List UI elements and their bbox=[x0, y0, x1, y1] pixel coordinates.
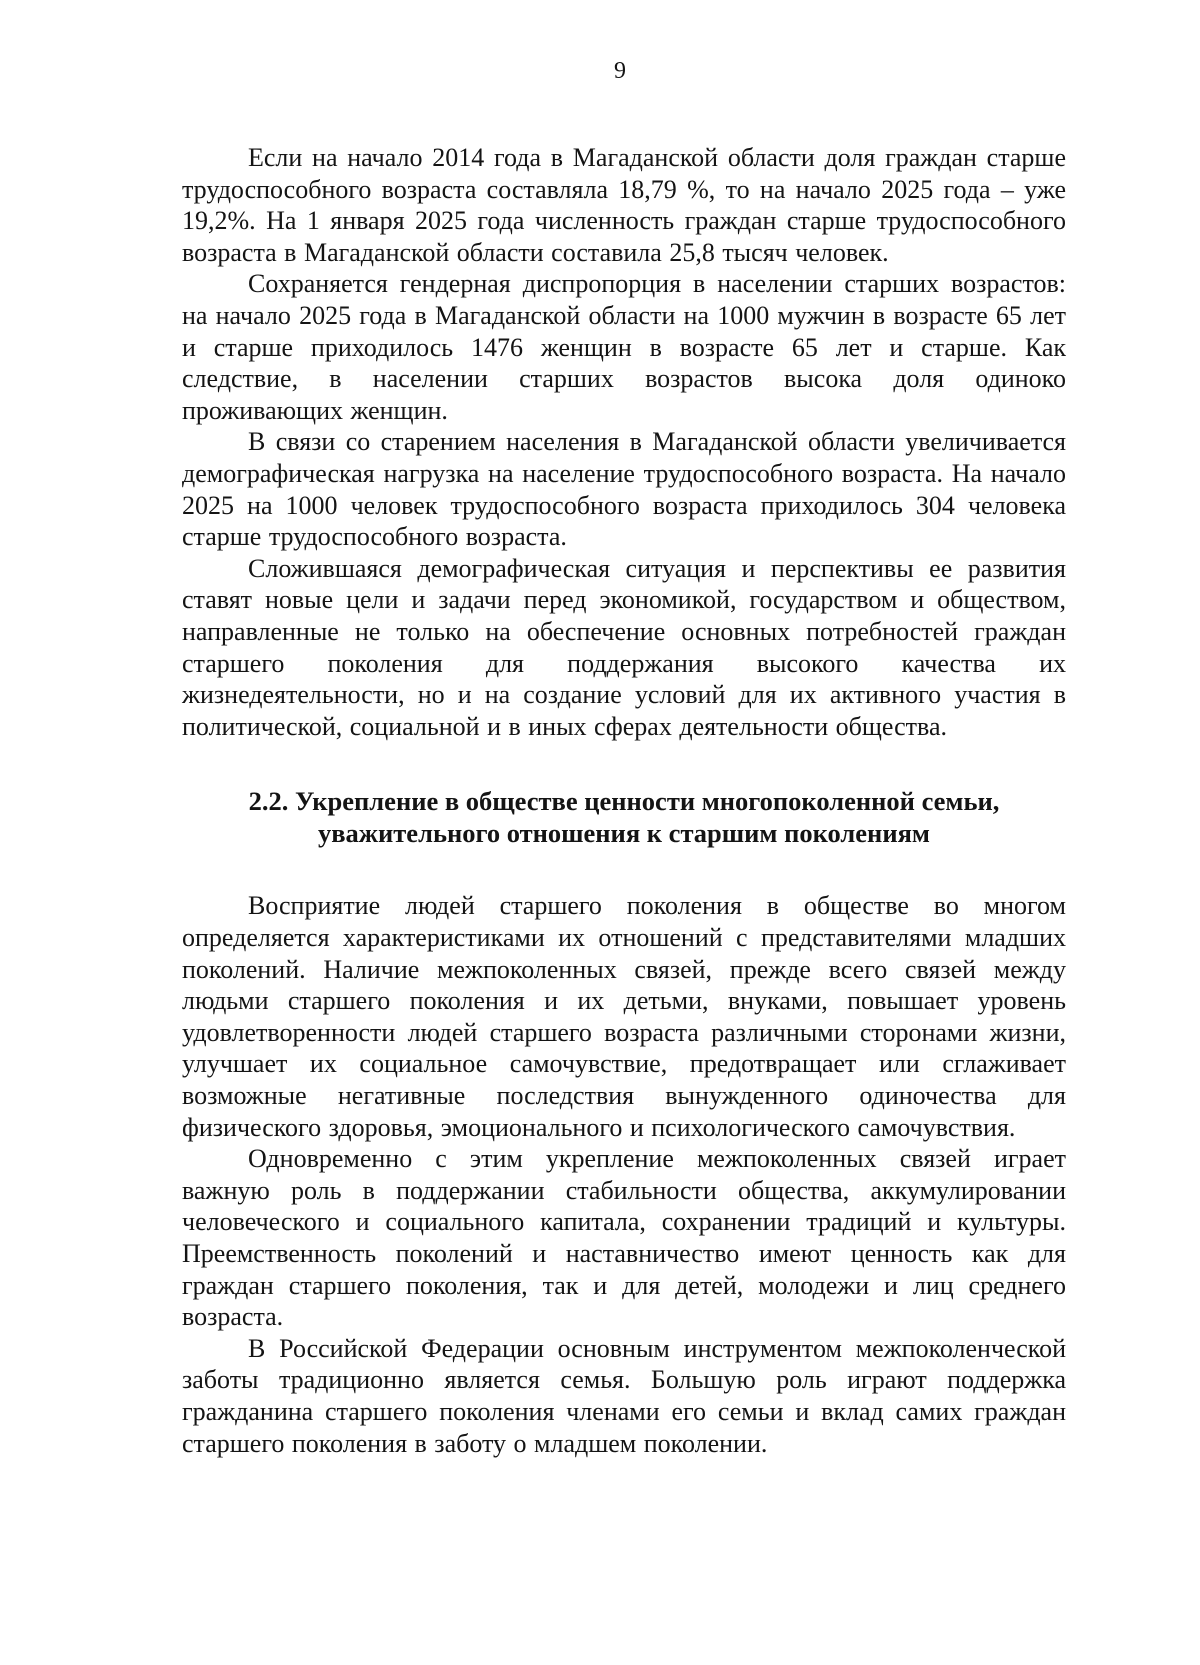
paragraph-family-role: В Российской Федерации основным инструментом межпоколенческой заботы традиционно является семья. Большую роль играют поддержка гражданина старшего поколения членами его семьи и вклад самих граждан старшего поколения в заботу о младшем поколении. bbox=[182, 1333, 1066, 1458]
section-heading-line-2: уважительного отношения к старшим поколениям bbox=[318, 817, 930, 848]
page-number: 9 bbox=[614, 58, 626, 84]
section-heading bbox=[182, 786, 1066, 849]
demographics-section bbox=[182, 142, 1066, 742]
paragraph-perception: Восприятие людей старшего поколения в обществе во многом определяется характеристиками их отношений с представителями младших поколений. Наличие межпоколенных связей, прежде всего связей между людьми старшего поколения и их детьми, внуками, повышает уровень удовлетворенности людей старшего возраста различными сторонами жизни, улучшает их социальное самочувствие, предотвращает или сглаживает возможные негативные последствия вынужденного одиночества для физического здоровья, эмоционального и психологического самочувствия. bbox=[182, 891, 1066, 1142]
section-heading-line-1: 2.2. Укрепление в обществе ценности многопоколенной семьи, bbox=[248, 786, 1000, 817]
paragraph-gender-disproportion: Сохраняется гендерная диспропорция в населении старших возрастов: на начало 2025 года в Магаданской области на 1000 мужчин в возрасте 65 лет и старше приходилось 1476 женщин в возрасте 65 лет и старше. Как следствие, в населении старших возрастов высока доля одиноко проживающих женщин. bbox=[182, 269, 1066, 425]
paragraph-elderly-share: Если на начало 2014 года в Магаданской области доля граждан старше трудоспособного возраста составляла 18,79 %, то на начало 2025 года – уже 19,2%. На 1 января 2025 года численность граждан старше трудоспособного возраста в Магаданской области составила 25,8 тысяч человек. bbox=[182, 143, 1066, 267]
paragraph-demographic-load: В связи со старением населения в Магаданской области увеличивается демографическая нагрузка на население трудоспособного возраста. На начало 2025 на 1000 человек трудоспособного возраста приходилось 304 человека старше трудоспособного возраста. bbox=[182, 427, 1066, 552]
document-body bbox=[182, 142, 1066, 1459]
multigenerational-family-section bbox=[182, 890, 1066, 1459]
paragraph-new-goals: Сложившаяся демографическая ситуация и перспективы ее развития ставят новые цели и задачи перед экономикой, государством и обществом, направленные не только на обеспечение основных потребностей граждан старшего поколения для поддержания высокого качества их жизнедеятельности, но и на создание условий для их активного участия в политической, социальной и в иных сферах деятельности общества. bbox=[182, 553, 1066, 741]
paragraph-intergenerational-ties: Одновременно с этим укрепление межпоколенных связей играет важную роль в поддержании стабильности общества, аккумулировании человеческого и социального капитала, сохранении традиций и культуры. Преемственность поколений и наставничество имеют ценность как для граждан старшего поколения, так и для детей, молодежи и лиц среднего возраста. bbox=[182, 1144, 1066, 1332]
